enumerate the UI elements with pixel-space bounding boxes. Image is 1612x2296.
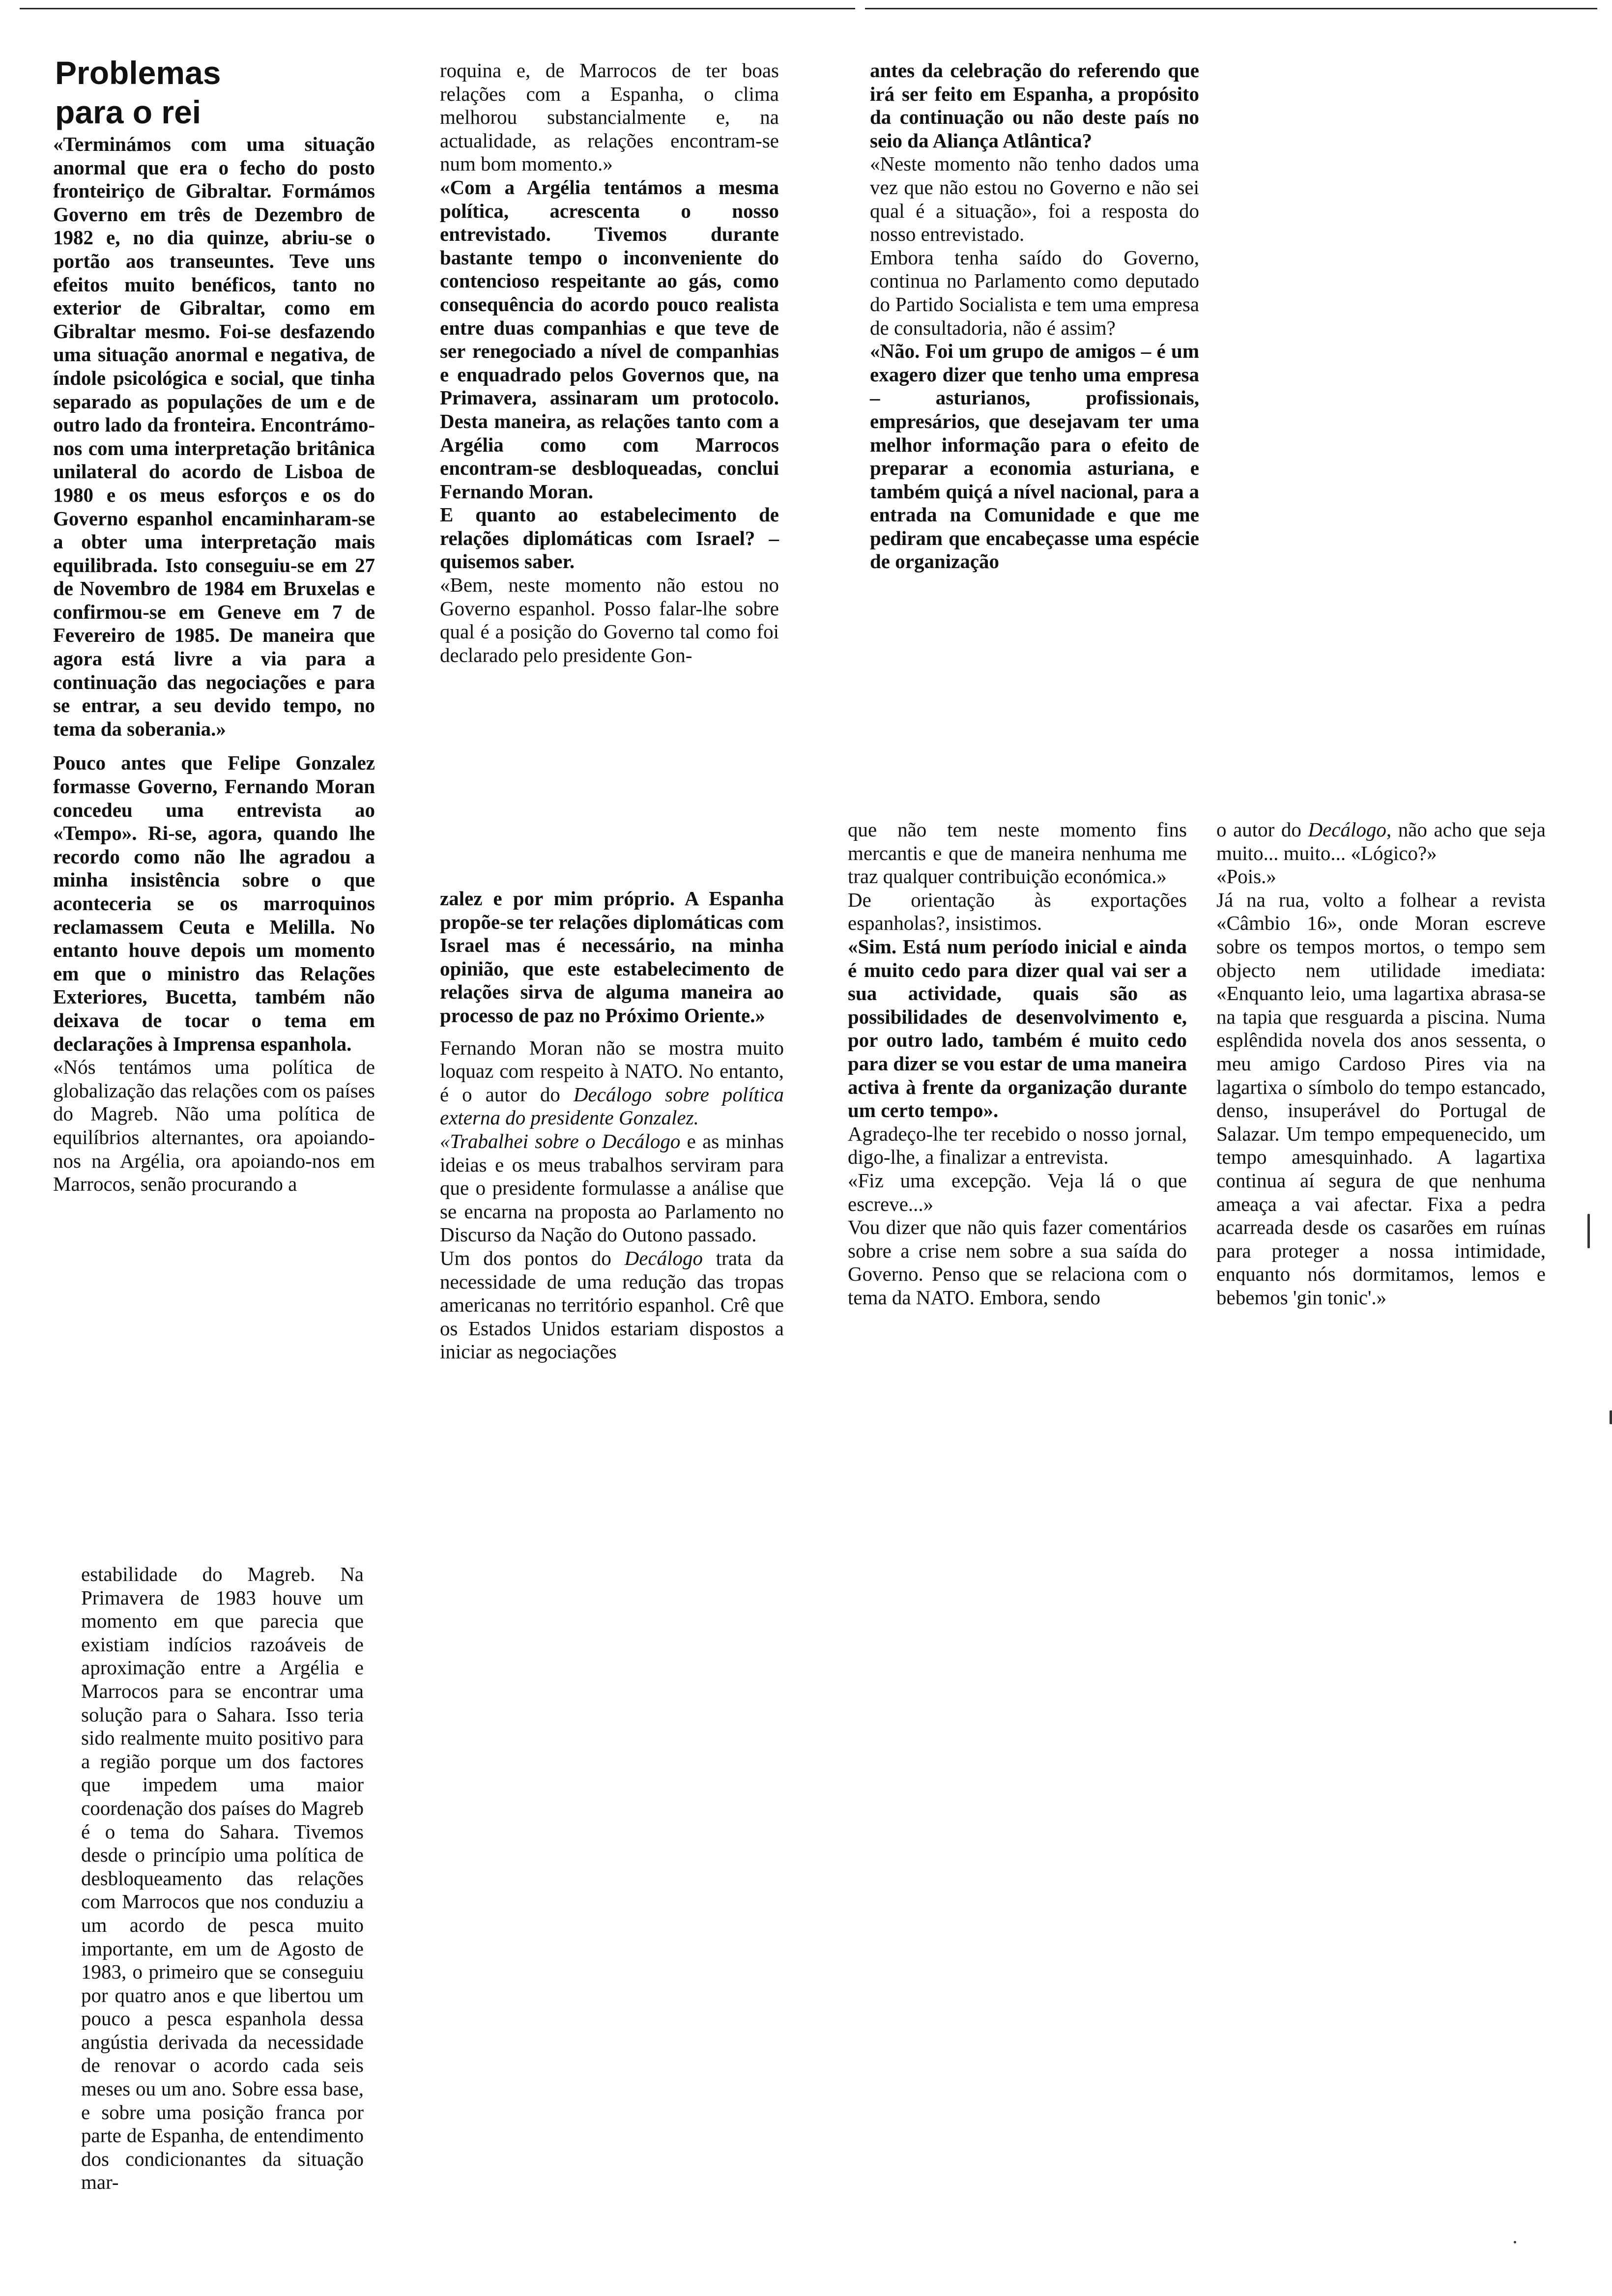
paragraph: estabilidade do Magreb. Na Primavera de 1983 houve um momento em que parecia que existiam indícios razoáveis de aproximação entre a Argélia e Marrocos para se encontrar uma solução para o Sahara. Isso teria sido realmente muito positivo para a região porque um dos factores que impedem uma maior coordenação dos países do Magreb é o tema do Sahara. Tivemos desde o princípio uma política de desbloqueamento das relações com Marrocos que nos conduziu a um acordo de pesca muito importante, em um de Agosto de 1983, o primeiro que se conseguiu por quatro anos e que libertou um pouco a pesca espanhola dessa angústia derivada da necessidade de renovar o acordo cada seis meses ou um ano. Sobre essa base, e sobre uma posição franca por parte de Espanha, de entendimento dos condicionantes da situação mar- (81, 1563, 364, 2194)
title-line-2: para o rei (55, 94, 202, 130)
italic-text: «Trabalhei sobre o Decálogo (440, 1129, 681, 1152)
italic-text: Decálogo sobre política externa do presidente Gonzalez. (440, 1083, 784, 1129)
italic-text: Decálogo (624, 1246, 703, 1269)
paragraph: «Com a Argélia tentámos a mesma política, acrescenta o nosso entrevistado. Tivemos durante bastante tempo o inconveniente do contencioso respeitante ao gás, como consequência do acordo pouco realista entre duas companhias e que teve de ser renegociado a nível de companhias e enquadrado pelos Governos que, na Primavera, assinaram um protocolo. Desta maneira, as relações tanto com a Argélia como com Marrocos encontram-se desbloqueadas, conclui Fernando Moran. (440, 175, 779, 503)
paragraph: «Bem, neste momento não estou no Governo espanhol. Posso falar-lhe sobre qual é a posição do Governo tal como foi declarado pelo presidente Gon- (440, 574, 779, 666)
paragraph: De orientação às exportações espanholas?, insistimos. (848, 888, 1187, 935)
text: Um dos pontos do (440, 1246, 611, 1269)
paragraph: «Neste momento não tenho dados uma vez que não estou no Governo e não sei qual é a situação», foi a resposta do nosso entrevistado. (870, 152, 1199, 246)
paragraph: roquina e, de Marrocos de ter boas relações com a Espanha, o clima melhorou substancialmente e, na actualidade, as relações encontram-se num bom momento.» (440, 59, 779, 175)
column-3 (870, 59, 1199, 574)
paragraph (1216, 818, 1546, 865)
scan-speck (1587, 1214, 1590, 1248)
text: Fernando Moran não se mostra muito loquaz com respeito à NATO. No entanto, é o autor do (440, 1036, 784, 1106)
paragraph (440, 1130, 784, 1247)
column-3-continued (848, 818, 1187, 1309)
column-1 (53, 133, 375, 1196)
text: o autor do (1216, 818, 1301, 841)
column-2-continued (440, 887, 784, 1364)
paragraph: E quanto ao estabelecimento de relações diplomáticas com Israel? – quisemos saber. (440, 503, 779, 573)
text: trata da necessidade de uma redução das tropas americanas no território espanhol. Crê que os Estados Unidos estariam dispostos a iniciar as negociações (440, 1246, 784, 1363)
paragraph: Embora tenha saído do Governo, continua no Parlamento como deputado do Partido Socialista e tem uma empresa de consultadoria, não é assim? (870, 246, 1199, 339)
paragraph: «Pois.» (1216, 865, 1276, 888)
scan-speck (1610, 1410, 1612, 1424)
top-rule-left (20, 8, 855, 9)
paragraph: Agradeço-lhe ter recebido o nosso jornal, digo-lhe, a finalizar a entrevista. (848, 1122, 1187, 1169)
paragraph: «Terminámos com uma situação anormal que era o fecho do posto fronteiriço de Gibraltar. Formámos Governo em três de Dezembro de 1982 e, no dia quinze, abriu-se o portão aos transeuntes. Teve uns efeitos muito benéficos, tanto no exterior de Gibraltar, como em Gibraltar mesmo. Foi-se desfazendo uma situação anormal e negativa, de índole psicológica e social, que tinha separado as populações de um e de outro lado da fronteira. Encontrámo-nos com uma interpretação britânica unilateral do acordo de Lisboa de 1980 e os meus esforços e os do Governo espanhol encaminharam-se a obter uma interpretação mais equilibrada. Isto conseguiu-se em 27 de Novembro de 1984 em Bruxelas e confirmou-se em Geneve em 7 de Fevereiro de 1985. De maneira que agora está livre a via para a continuação das negociações e para se entrar, a seu devido tempo, no tema da soberania.» (53, 133, 375, 740)
column-4 (1216, 818, 1546, 1309)
column-1-continued (81, 1563, 364, 2194)
text: , não acho que seja muito... muito... «Lógico?» (1216, 818, 1546, 864)
paragraph: antes da celebração do referendo que irá ser feito em Espanha, a propósito da continuação ou não deste país no seio da Aliança Atlântica? (870, 59, 1199, 152)
paragraph: Já na rua, volto a folhear a revista «Câmbio 16», onde Moran escreve sobre os tempos mortos, o tempo sem objecto nem utilidade imediata: «Enquanto leio, uma lagartixa abrasa-se na tapia que resguarda a piscina. Numa esplêndida novela dos anos sessenta, o meu amigo Cardoso Pires via na lagartixa o símbolo do tempo estancado, denso, insuperável do Portugal de Salazar. Um tempo empequenecido, um tempo amesquinhado. A lagartixa continua aí segura de que nenhuma ameaça a vai afectar. Fixa a pedra acarreada desde os casarões em ruínas para proteger a nossa intimidade, enquanto nós dormitamos, lemos e bebemos 'gin tonic'.» (1216, 888, 1546, 1309)
paragraph: «Fiz uma excepção. Veja lá o que escreve...» (848, 1169, 1187, 1215)
paragraph (440, 1247, 784, 1364)
article-title (55, 53, 221, 132)
title-line-1: Problemas (55, 55, 221, 91)
italic-text: Decálogo (1308, 818, 1386, 841)
paragraph: Pouco antes que Felipe Gonzalez formasse Governo, Fernando Moran concedeu uma entrevista ao «Tempo». Ri-se, agora, quando lhe recordo como não lhe agradou a minha insistência sobre o que aconteceria se os marroquinos reclamassem Ceuta e Melilla. No entanto houve depois um momento em que o ministro das Relações Exteriores, Bucetta, também não deixava de tocar o tema em declarações à Imprensa espanhola. (53, 751, 375, 1055)
paragraph: «Não. Foi um grupo de amigos – é um exagero dizer que tenho uma empresa – asturianos, profissionais, empresários, que desejavam ter uma melhor informação para o efeito de preparar a economia asturiana, e também quiçá a nível nacional, para a entrada na Comunidade e que me pediram que encabeçasse uma espécie de organização (870, 340, 1199, 573)
paragraph: Vou dizer que não quis fazer comentários sobre a crise nem sobre a sua saída do Governo. Penso que se relaciona com o tema da NATO. Embora, sendo (848, 1216, 1187, 1309)
text: e as minhas ideias e os meus trabalhos serviram para que o presidente formulasse a análise que se encarna na proposta ao Parlamento no Discurso da Nação do Outono passado. (440, 1129, 784, 1246)
column-2 (440, 59, 779, 667)
paragraph: «Nós tentámos uma política de globalização das relações com os países do Magreb. Não uma política de equilíbrios alternantes, ora apoiando-nos na Argélia, ora apoiando-nos em Marrocos, senão procurando a (53, 1056, 375, 1196)
paragraph: que não tem neste momento fins mercantis e que de maneira nenhuma me traz qualquer contribuição económica.» (848, 818, 1187, 888)
paragraph: «Sim. Está num período inicial e ainda é muito cedo para dizer qual vai ser a sua actividade, quais são as possibilidades de desenvolvimento e, por outro lado, também é muito cedo para dizer se vou estar de uma maneira activa à frente da organização durante um certo tempo». (848, 935, 1187, 1122)
paragraph: zalez e por mim próprio. A Espanha propõe-se ter relações diplomáticas com Israel mas é necessário, na minha opinião, que este estabelecimento de relações sirva de alguma maneira ao processo de paz no Próximo Oriente.» (440, 887, 784, 1027)
top-rule-right (865, 8, 1597, 9)
paragraph (440, 1036, 784, 1130)
scan-speck (1514, 2241, 1516, 2243)
